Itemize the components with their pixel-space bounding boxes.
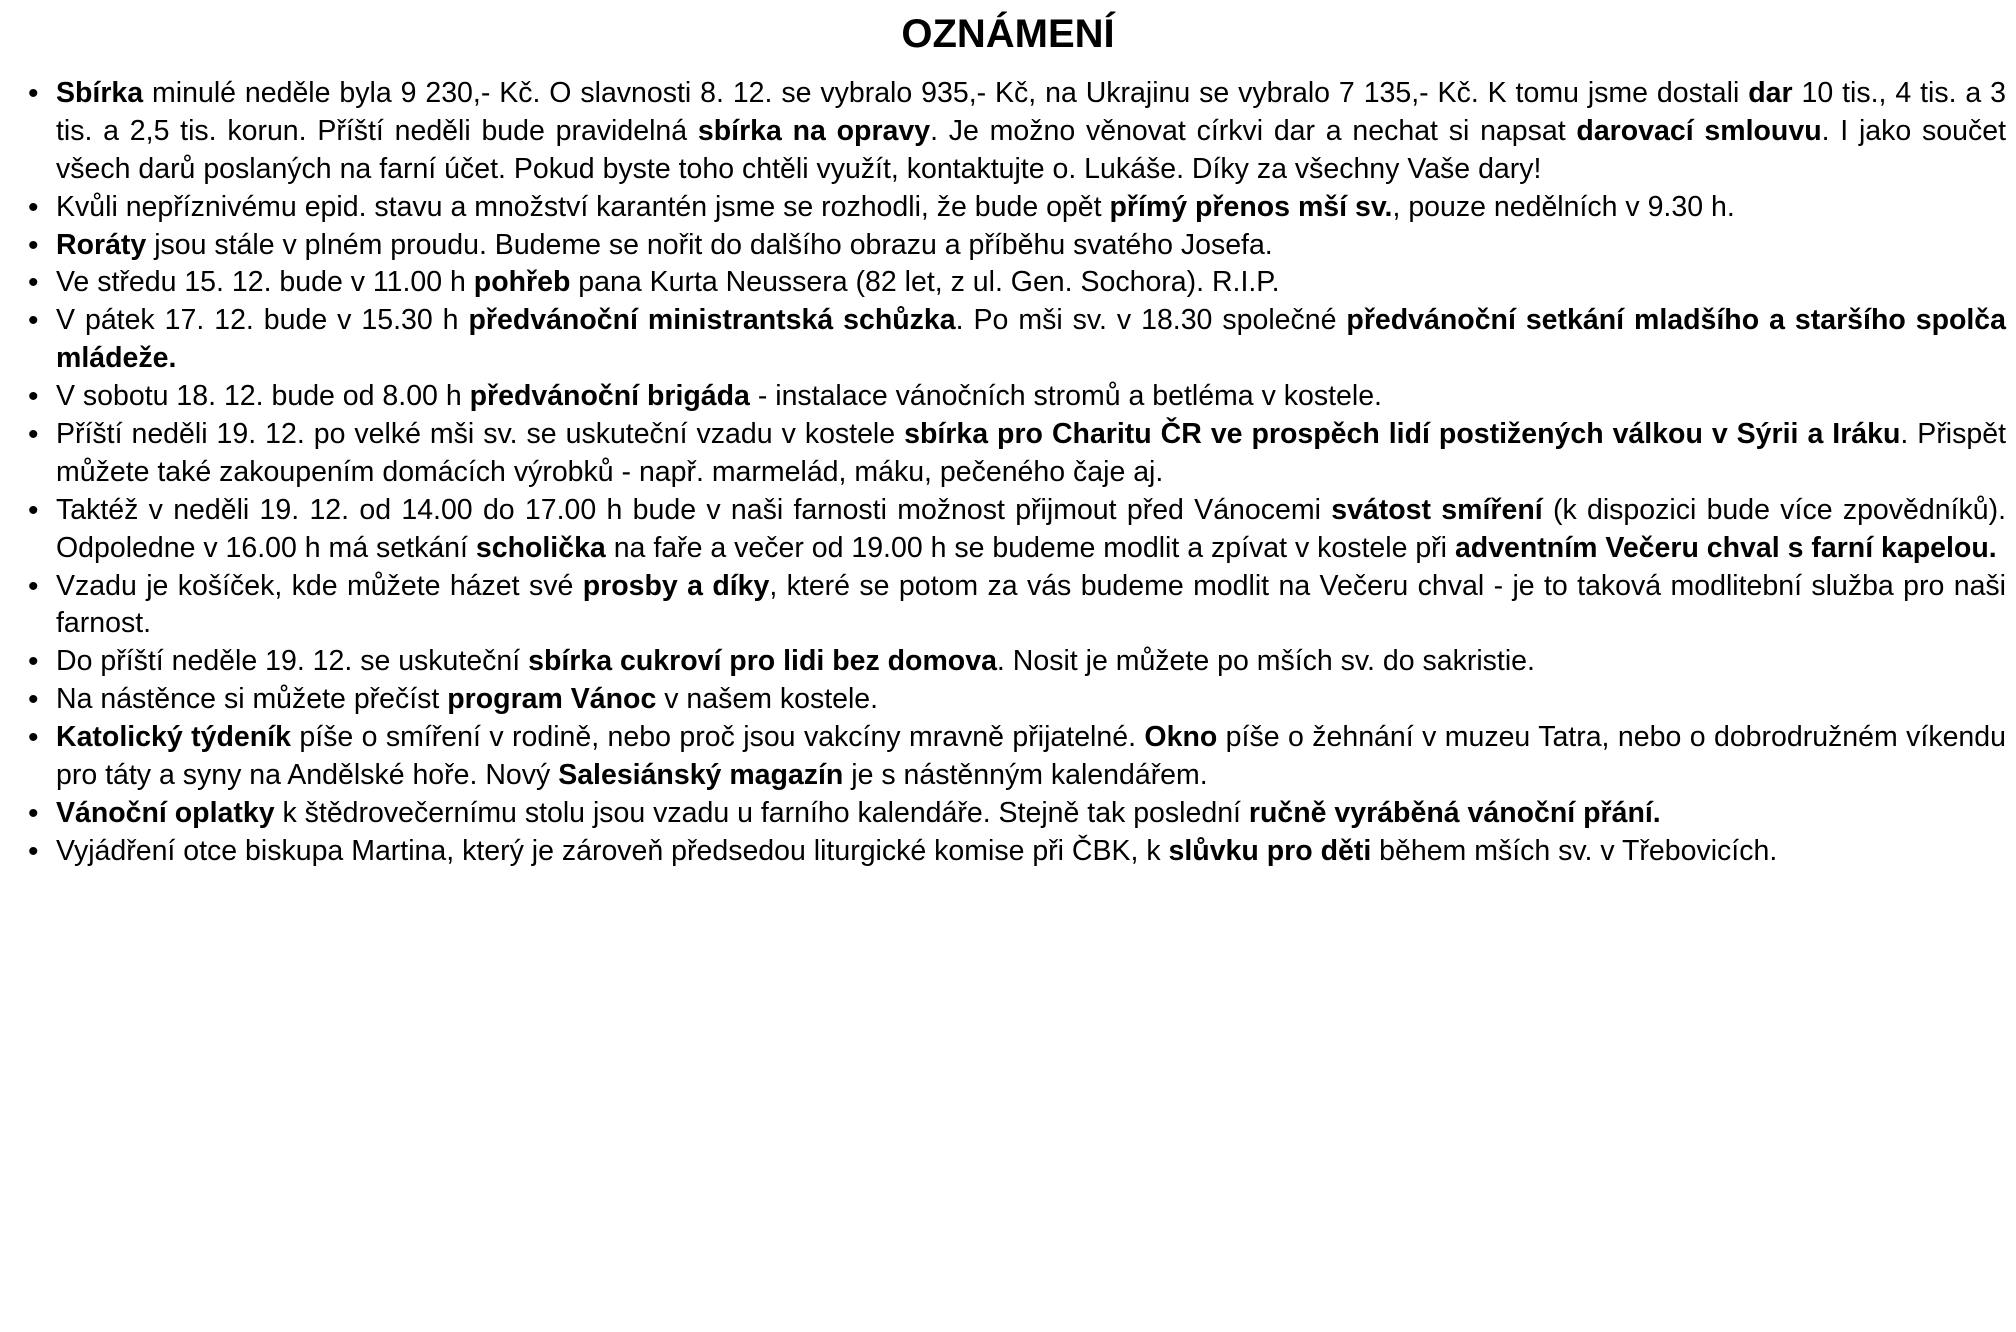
text-segment: Příští neděli 19. 12. po velké mši sv. se uskuteční vzadu v kostele	[56, 418, 905, 451]
text-segment: Do příští neděle 19. 12. se uskuteční	[56, 645, 529, 678]
text-segment: sbírka na opravy	[697, 114, 931, 147]
text-segment: sbírka pro Charitu ČR ve prospěch lidí postižených válkou v Sýrii a Iráku	[904, 418, 1901, 451]
text-segment: předvánoční brigáda	[469, 380, 750, 413]
announcement-item	[56, 719, 2006, 795]
announcement-item	[56, 189, 2006, 227]
text-segment: předvánoční setkání mladšího a staršího spolča mládeže.	[56, 304, 2007, 375]
text-segment: Ve středu 15. 12. bude v 11.00 h	[56, 266, 474, 299]
text-segment: Taktéž v neděli 19. 12. od 14.00 do 17.00 h bude v naši farnosti možnost přijmout před Vánocemi	[56, 493, 1332, 526]
text-segment: Na nástěnce si můžete přečíst	[56, 683, 448, 716]
announcement-item	[56, 568, 2006, 644]
text-segment: Vzadu je košíček, kde můžete házet své	[56, 569, 583, 602]
text-segment: . Po mši sv. v 18.30 společné	[955, 304, 1347, 337]
text-segment: - instalace vánočních stromů a betléma v kostele.	[749, 380, 1382, 413]
text-segment: svátost smíření	[1331, 493, 1543, 526]
text-segment: Roráty	[56, 228, 147, 261]
announcement-item	[56, 75, 2006, 189]
text-segment: V pátek 17. 12. bude v 15.30 h	[56, 304, 469, 337]
text-segment: pana Kurta Neussera (82 let, z ul. Gen. Sochora). R.I.P.	[570, 266, 1280, 299]
text-segment: (k dispozici bude více zpovědníků). Odpoledne v 16.00 h má setkání	[56, 493, 2007, 564]
text-segment: program Vánoc	[447, 683, 657, 716]
text-segment: darovací smlouvu	[1576, 114, 1822, 147]
text-segment: Okno	[1144, 721, 1218, 754]
announcement-item	[56, 795, 2006, 833]
text-segment: scholička	[475, 531, 606, 564]
announcement-item	[56, 833, 2006, 871]
text-segment: je s nástěnným kalendářem.	[843, 759, 1208, 792]
text-segment: . Přispět můžete také zakoupením domácích výrobků - např. marmelád, máku, pečeného čaje aj.	[56, 418, 2007, 488]
announcement-item	[56, 264, 2006, 302]
text-segment: adventním Večeru chval s farní kapelou.	[1454, 531, 1997, 564]
text-segment: k štědrovečernímu stolu jsou vzadu u farního kalendáře. Stejně tak poslední	[274, 796, 1249, 829]
text-segment: V sobotu 18. 12. bude od 8.00 h	[56, 380, 470, 413]
announcements-list	[10, 75, 2006, 871]
text-segment: minulé neděle byla 9 230,- Kč. O slavnosti 8. 12. se vybralo 935,- Kč, na Ukrajinu se vybralo 7 135,- Kč. K tomu jsme dostali	[143, 77, 1749, 109]
text-segment: píše o žehnání v muzeu Tatra, nebo o dobrodružném víkendu pro táty a syny na Andělské hoře. Nový	[56, 721, 2006, 792]
text-segment: přímý přenos mší sv.	[1109, 190, 1393, 223]
announcement-item	[56, 643, 2006, 681]
text-segment: Vánoční oplatky	[56, 796, 275, 829]
announcement-item	[56, 681, 2006, 719]
text-segment: , pouze nedělních v 9.30 h.	[1392, 190, 1735, 223]
announcement-item	[56, 416, 2006, 492]
text-segment: na faře a večer od 19.00 h se budeme modlit a zpívat v kostele při	[605, 531, 1455, 564]
text-segment: v našem kostele.	[656, 683, 879, 716]
text-segment: dar	[1748, 77, 1793, 109]
text-segment: slůvku pro děti	[1168, 834, 1372, 867]
text-segment: během mších sv. v Třebovicích.	[1371, 834, 1778, 867]
text-segment: Sbírka	[56, 77, 144, 109]
text-segment: ručně vyráběná vánoční přání.	[1248, 796, 1661, 829]
text-segment: Salesiánský magazín	[558, 759, 844, 792]
text-segment: Vyjádření otce biskupa Martina, který je zároveň předsedou liturgické komise při ČBK, k	[56, 834, 1169, 867]
text-segment: jsou stále v plném proudu. Budeme se nořit do dalšího obrazu a příběhu svatého Josefa.	[146, 228, 1273, 261]
text-segment: Kvůli nepříznivému epid. stavu a množství karantén jsme se rozhodli, že bude opět	[56, 190, 1110, 223]
text-segment: . Nosit je můžete po mších sv. do sakristie.	[996, 645, 1535, 678]
page-title: OZNÁMENÍ	[901, 12, 1115, 56]
announcement-item	[56, 302, 2006, 378]
text-segment: . I jako součet všech darů poslaných na farní účet. Pokud byste toho chtěli využít, kontaktujte o. Lukáše. Díky za všechny Vaše dary!	[56, 114, 2006, 185]
text-segment: Katolický týdeník	[56, 721, 291, 754]
text-segment: předvánoční ministrantská schůzka	[468, 304, 956, 337]
text-segment: . Je možno věnovat církvi dar a nechat si napsat	[930, 114, 1577, 147]
announcement-item	[56, 492, 2006, 568]
announcement-item	[56, 378, 2006, 416]
text-segment: 10 tis., 4 tis. a 3 tis. a 2,5 tis. korun. Příští neděli bude pravidelná	[56, 77, 2007, 147]
text-segment: píše o smíření v rodině, nebo proč jsou vakcíny mravně přijatelné.	[290, 721, 1145, 754]
text-segment: sbírka cukroví pro lidi bez domova	[528, 645, 997, 678]
announcement-item	[56, 227, 2006, 265]
text-segment: pohřeb	[473, 266, 571, 299]
text-segment: prosby a díky	[582, 569, 770, 602]
text-segment: , které se potom za vás budeme modlit na Večeru chval - je to taková modlitební služba pro naši farnost.	[56, 569, 2007, 640]
